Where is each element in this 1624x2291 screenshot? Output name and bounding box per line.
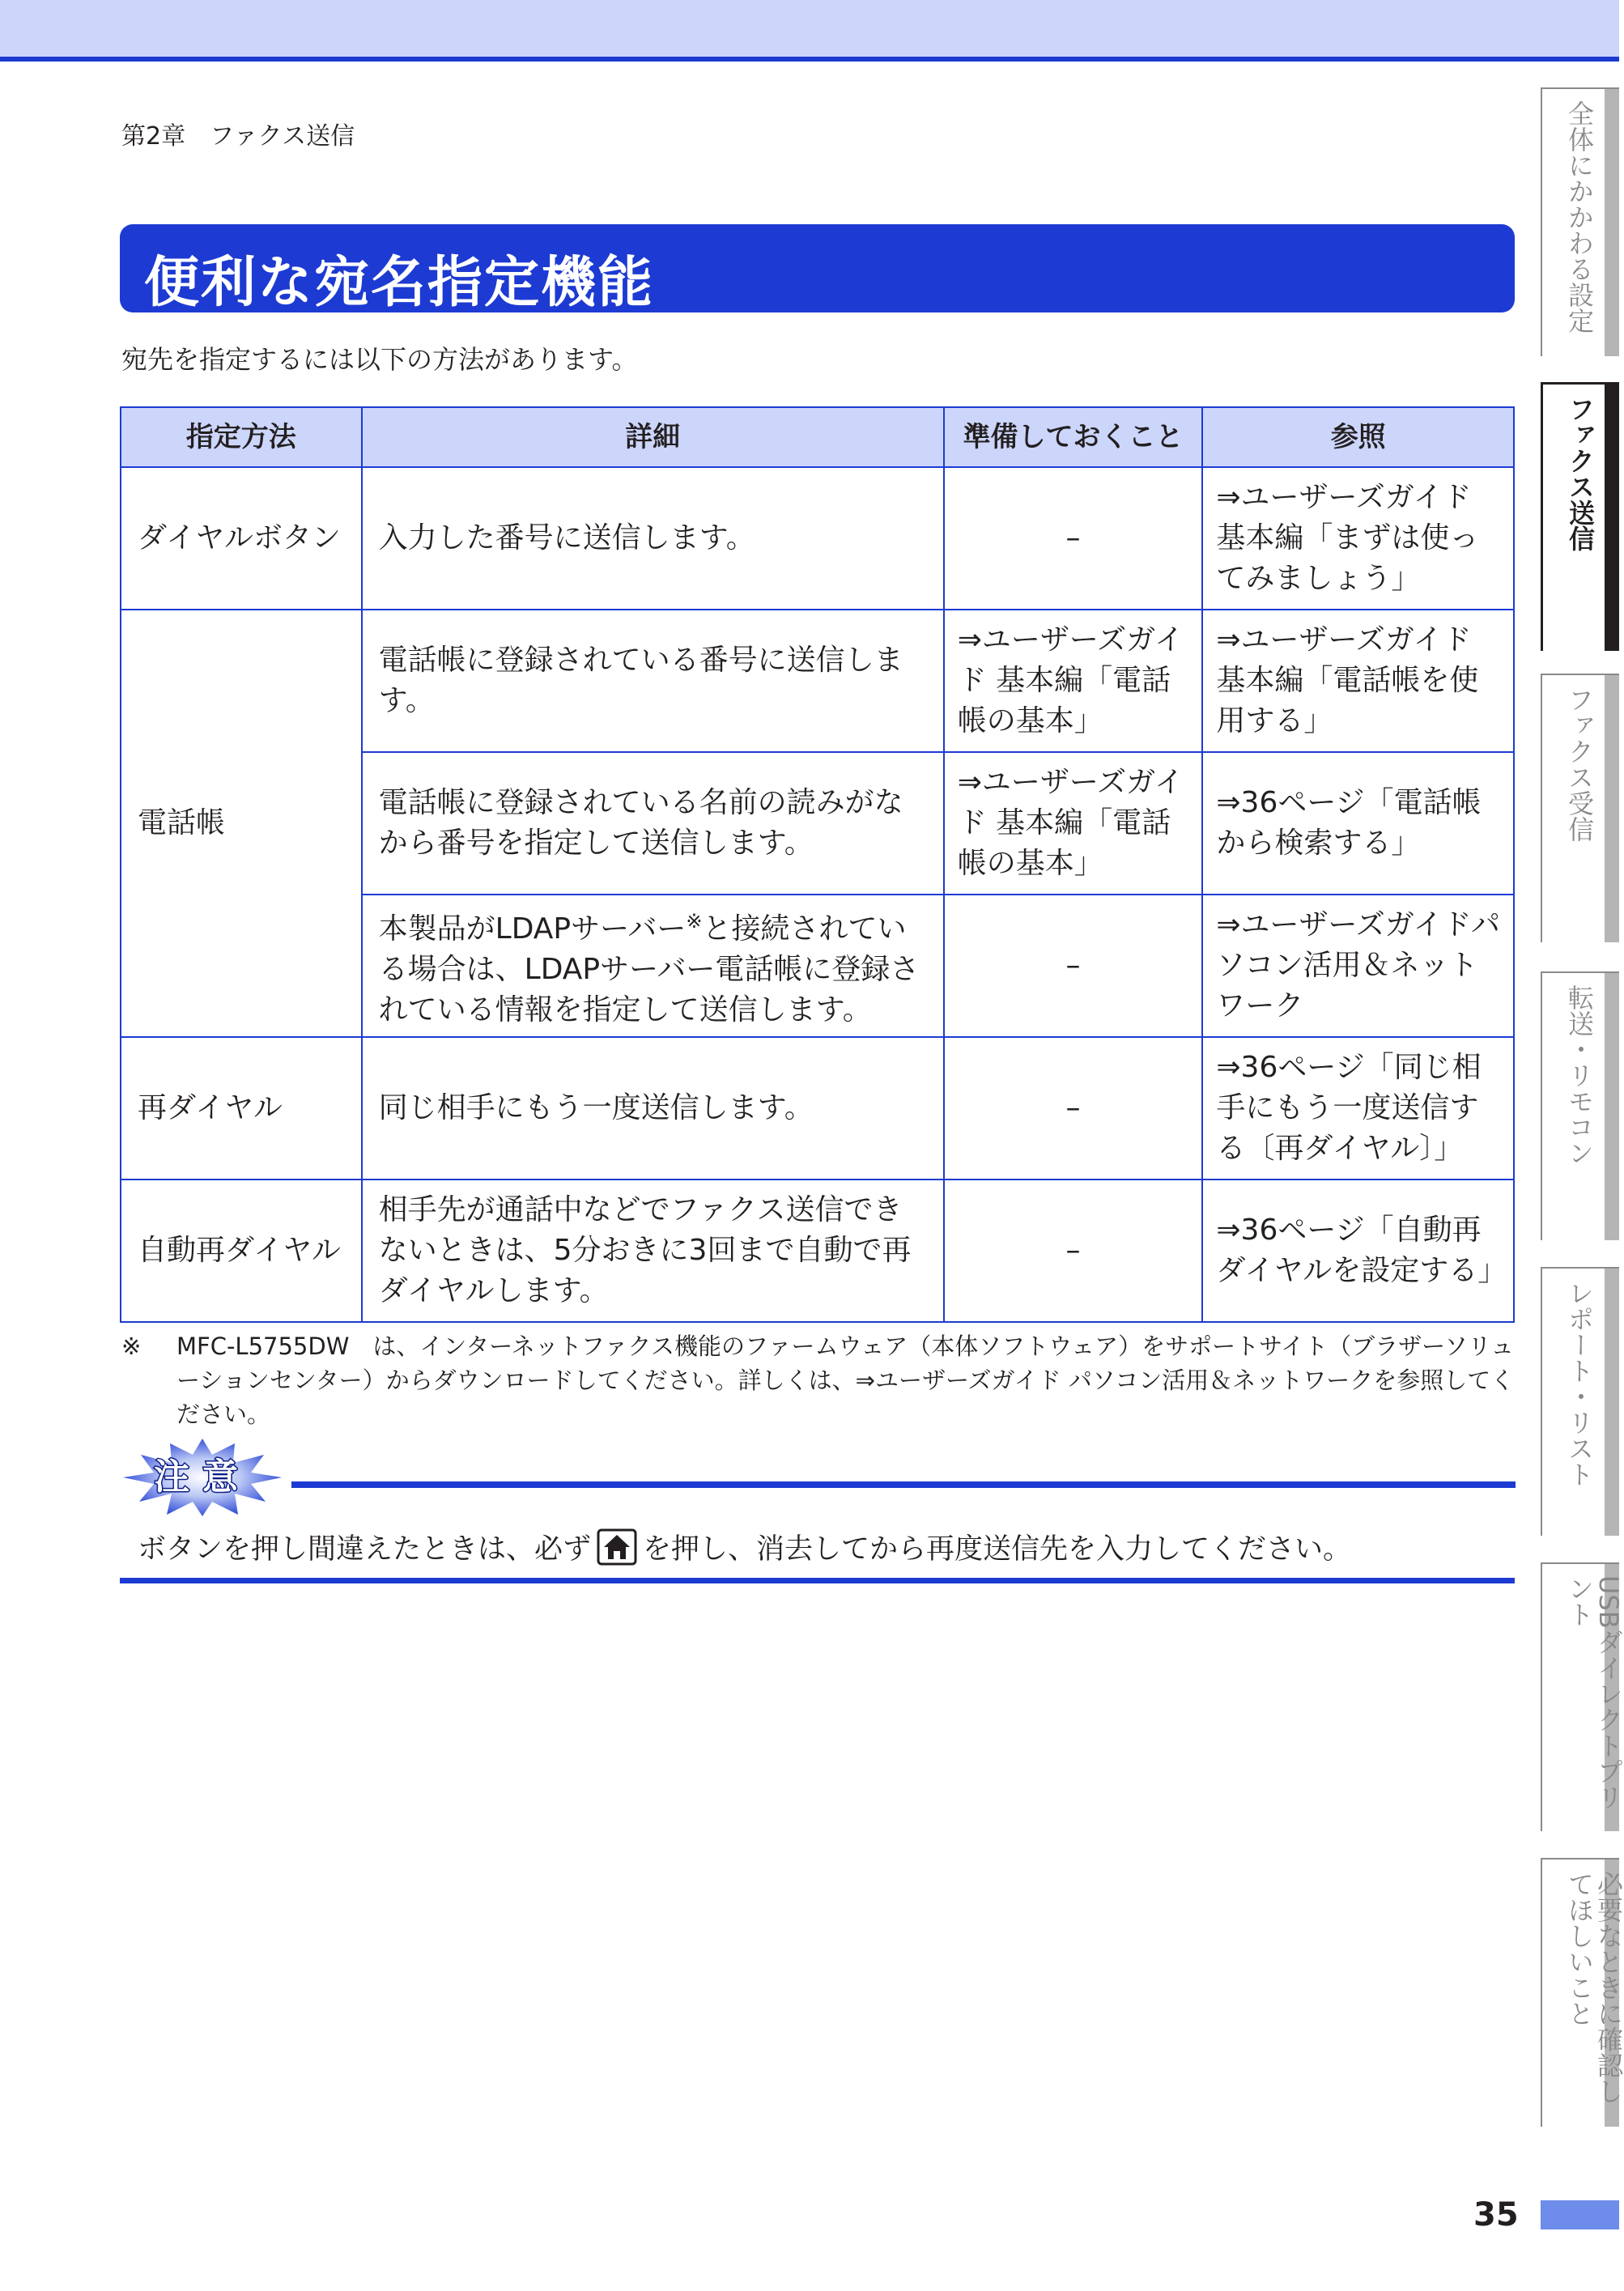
row-prep: ⇒ユーザーズガイド 基本編「電話帳の基本」: [944, 610, 1203, 752]
intro-text: 宛先を指定するには以下の方法があります。: [121, 344, 638, 375]
row-detail: [362, 895, 944, 1037]
side-tab-label: 全体にかかわる設定: [1564, 100, 1595, 334]
header-detail: 詳細: [362, 407, 944, 467]
side-tab-label: ファクス受信: [1564, 686, 1595, 842]
section-title: 便利な宛名指定機能: [144, 251, 655, 315]
page-number-bar: [1541, 2200, 1619, 2229]
chapter-heading: 第2章 ファクス送信: [121, 122, 355, 151]
address-methods-table: [120, 406, 1515, 1323]
footnote: [121, 1329, 1518, 1431]
row-prep: –: [944, 1037, 1203, 1180]
page-number: 35: [1473, 2196, 1519, 2234]
side-tab-usb-direct-print[interactable]: [1541, 1562, 1624, 1831]
row-ref: ⇒36ページ「自動再ダイヤルを設定する」: [1202, 1180, 1514, 1322]
row-prep: –: [944, 895, 1203, 1037]
row-method: 再ダイヤル: [121, 1037, 362, 1180]
table-header-row: [121, 407, 1514, 467]
side-tab-troubleshooting[interactable]: [1541, 1858, 1624, 2127]
row-method: 電話帳: [121, 610, 362, 1037]
side-tab-fax-send[interactable]: [1541, 382, 1619, 651]
row-detail: 電話帳に登録されている名前の読みがなから番号を指定して送信します。: [362, 752, 944, 895]
row-detail: 電話帳に登録されている番号に送信します。: [362, 610, 944, 752]
row-ref: ⇒ユーザーズガイド基本編「まずは使ってみましょう」: [1202, 467, 1514, 610]
row-detail: 相手先が通話中などでファクス送信できないときは、5分おきに3回まで自動で再ダイヤルします。: [362, 1180, 944, 1322]
table-row: [121, 1180, 1514, 1322]
row-ref: ⇒ユーザーズガイド基本編「電話帳を使用する」: [1202, 610, 1514, 752]
side-tab-label: ファクス送信: [1565, 396, 1596, 551]
header-prep: 準備しておくこと: [944, 407, 1203, 467]
caution-badge: [121, 1437, 283, 1518]
top-rule: [0, 57, 1619, 62]
row-ref: ⇒ユーザーズガイドパソコン活用＆ネットワーク: [1202, 895, 1514, 1037]
side-tab-fax-receive[interactable]: [1541, 674, 1619, 942]
row-method: ダイヤルボタン: [121, 467, 362, 610]
row-ref: ⇒36ページ「同じ相手にもう一度送信する〔再ダイヤル〕」: [1202, 1037, 1514, 1180]
table-row: [121, 467, 1514, 610]
ldap-text-after: と接続されている場合は、LDAPサーバー電話帳に登録されている情報を指定して送信します。: [378, 912, 920, 1026]
header-ref: 参照: [1202, 407, 1514, 467]
footnote-mark: ※: [121, 1333, 142, 1360]
side-tab-label: レポート・リスト: [1564, 1280, 1595, 1487]
side-tab-forward-remote[interactable]: [1541, 971, 1619, 1240]
caution-badge-label: 注意: [154, 1456, 251, 1498]
header-method: 指定方法: [121, 407, 362, 467]
table-row: [121, 1037, 1514, 1180]
side-tab-label: 転送・リモコン: [1564, 984, 1595, 1166]
footnote-text: MFC-L5755DW は、インターネットファクス機能のファームウェア（本体ソフトウェア）をサポートサイト（ブラザーソリューションセンター）からダウンロードしてください。詳しくは、⇒ユーザーズガイド パソコン活用＆ネットワークを参照してください。: [176, 1333, 1515, 1428]
row-detail: 入力した番号に送信します。: [362, 467, 944, 610]
caution-burst-icon: [121, 1437, 283, 1518]
caution-rule: [291, 1481, 1516, 1488]
caution-text: [138, 1527, 1351, 1567]
row-method: 自動再ダイヤル: [121, 1180, 362, 1322]
caution-bottom-rule: [120, 1578, 1515, 1583]
row-detail: 同じ相手にもう一度送信します。: [362, 1037, 944, 1180]
caution-text-after: を押し、消去してから再度送信先を入力してください。: [643, 1533, 1352, 1566]
side-tab-general-settings[interactable]: [1541, 87, 1619, 356]
row-ref: ⇒36ページ「電話帳から検索する」: [1202, 752, 1514, 895]
side-tab-label: USBダイレクトプリント: [1564, 1575, 1624, 1810]
side-tab-label: 必要なときに確認してほしいこと: [1564, 1871, 1624, 2104]
ldap-text-before: 本製品がLDAPサーバー: [378, 912, 687, 946]
footnote-ref-mark: ※: [686, 910, 703, 933]
side-tab-report-list[interactable]: [1541, 1267, 1619, 1536]
row-prep: –: [944, 467, 1203, 610]
table-row: [121, 610, 1514, 752]
caution-text-before: ボタンを押し間違えたときは、必ず: [138, 1533, 592, 1566]
top-band: [0, 0, 1619, 57]
section-title-bar: [120, 224, 1515, 315]
row-prep: ⇒ユーザーズガイド 基本編「電話帳の基本」: [944, 752, 1203, 895]
home-icon: [597, 1529, 636, 1565]
row-prep: –: [944, 1180, 1203, 1322]
